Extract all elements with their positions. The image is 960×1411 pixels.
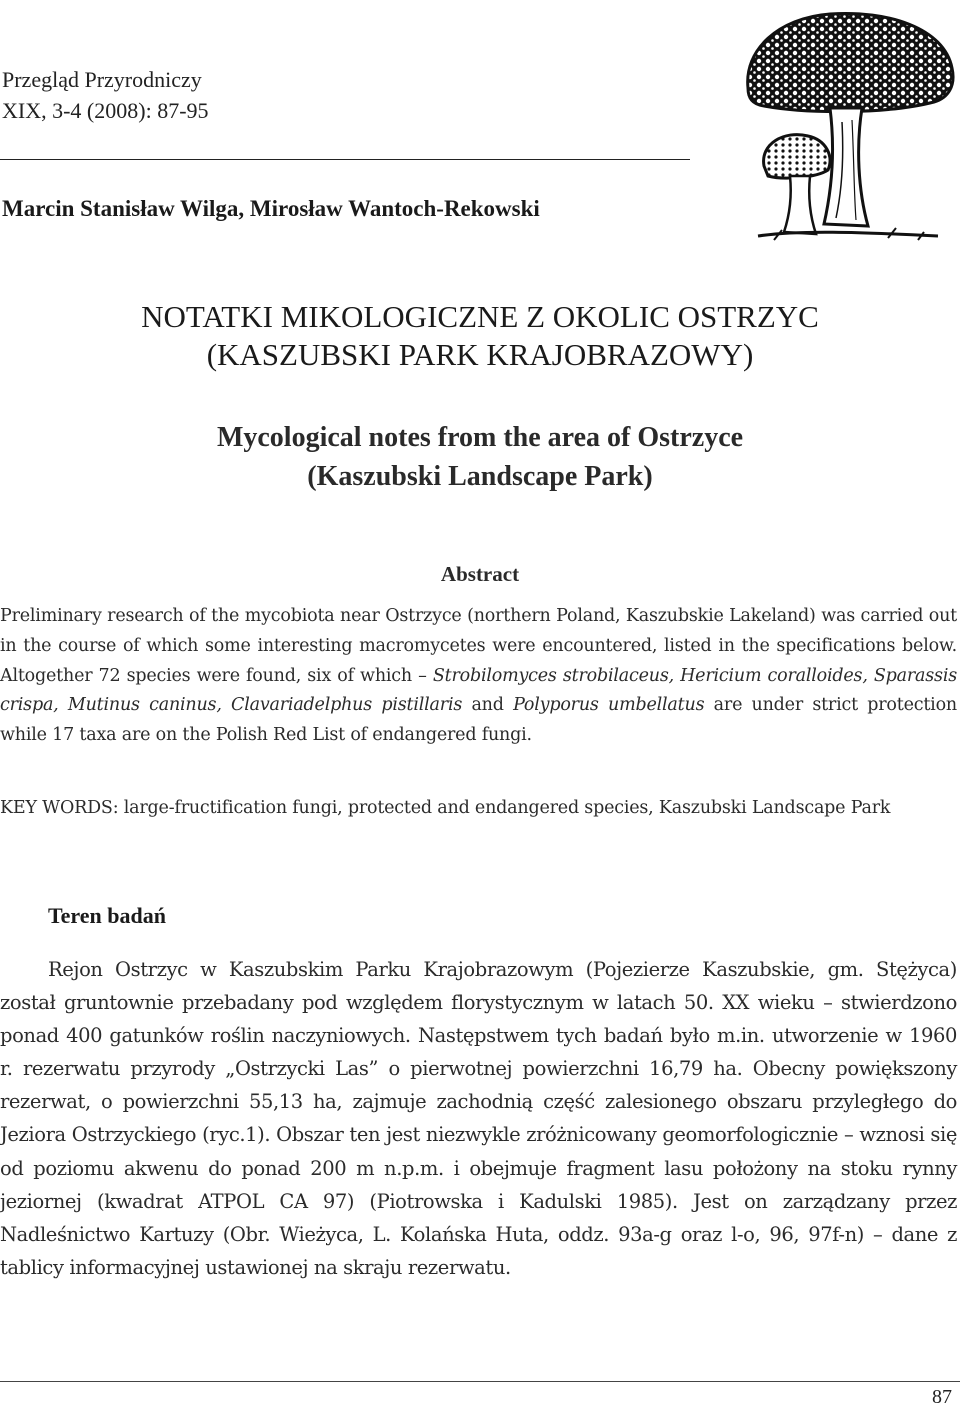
abstract-species-polyporus: Polyporus umbellatus <box>513 695 705 716</box>
journal-name: Przegląd Przyrodniczy <box>2 67 202 92</box>
section-paragraph: Rejon Ostrzyc w Kaszubskim Parku Krajobrazowym (Pojezierze Kaszubskie, gm. Stężyca) został gruntownie przebadany pod względem florystycznym w latach 50. XX wieku – stwierdzono ponad 400 gatunków roślin naczyniowych. Następstwem tych badań było m.in. utworzenie w 1960 r. rezerwatu przyrody „Ostrzycki Las” o pierwotnej powierzchni 16,79 ha. Obecny powiększony rezerwat, o powierzchni 55,13 ha, zajmuje zachodnią część zalesionego obszaru przyległego do Jeziora Ostrzyckiego (ryc.1). Obszar ten jest niezwykle zróżnicowany geomorfologicznie – wznosi się od poziomu akwenu do ponad 200 m n.p.m. i obejmuje fragment lasu położony na stoku rynny jeziornej (kwadrat ATPOL CA 97) (Piotrowska i Kadulski 1985). Jest on zarządzany przez Nadleśnictwo Kartuzy (Obr. Wieżyca, L. Kolańska Huta, oddz. 93a-g oraz l-o, 96, 97f-n) – dane z tablicy informacyjnej ustawionej na skraju rezerwatu. <box>0 958 957 1279</box>
mushroom-logo-icon <box>738 10 960 242</box>
abstract-text-part2: and <box>462 695 514 716</box>
footer-divider <box>0 1381 960 1382</box>
abstract-text-part3: are under strict protection while 17 taxa are on the Polish Red List of endangered fungi. <box>0 695 957 746</box>
abstract-species-list: Strobilomyces strobilaceus, Hericium coralloides, Sparassis crispa, Mutinus caninus, Clavariadelphus pistillaris <box>0 665 958 716</box>
abstract-text-part1: Preliminary research of the mycobiota near Ostrzyce (northern Poland, Kaszubskie Lakeland) was carried out in the course of which some interesting macromycetes were encountered, listed in the specifications below. Altogether 72 species were found, six of which – <box>0 606 957 686</box>
authors: Marcin Stanisław Wilga, Mirosław Wantoch-Rekowski <box>2 196 540 221</box>
header-divider <box>0 159 690 160</box>
title-pl-line1: NOTATKI MIKOLOGICZNE Z OKOLIC OSTRZYC <box>141 299 819 334</box>
article-title-english <box>0 418 960 496</box>
title-en-line2: (Kaszubski Landscape Park) <box>307 461 653 492</box>
abstract-heading: Abstract <box>440 562 520 586</box>
keywords: KEY WORDS: large-fructification fungi, protected and endangered species, Kaszubski Landscape Park <box>0 798 891 818</box>
journal-issue: XIX, 3-4 (2008): 87-95 <box>2 98 209 123</box>
title-en-line1: Mycological notes from the area of Ostrzyce <box>216 422 744 453</box>
page-number: 87 <box>932 1386 952 1408</box>
section-heading: Teren badań <box>48 903 166 928</box>
title-pl-line2: (KASZUBSKI PARK KRAJOBRAZOWY) <box>206 337 754 372</box>
section-body <box>0 953 957 1284</box>
article-title-polish <box>0 298 960 374</box>
journal-header <box>2 64 209 126</box>
abstract-text <box>0 602 957 751</box>
